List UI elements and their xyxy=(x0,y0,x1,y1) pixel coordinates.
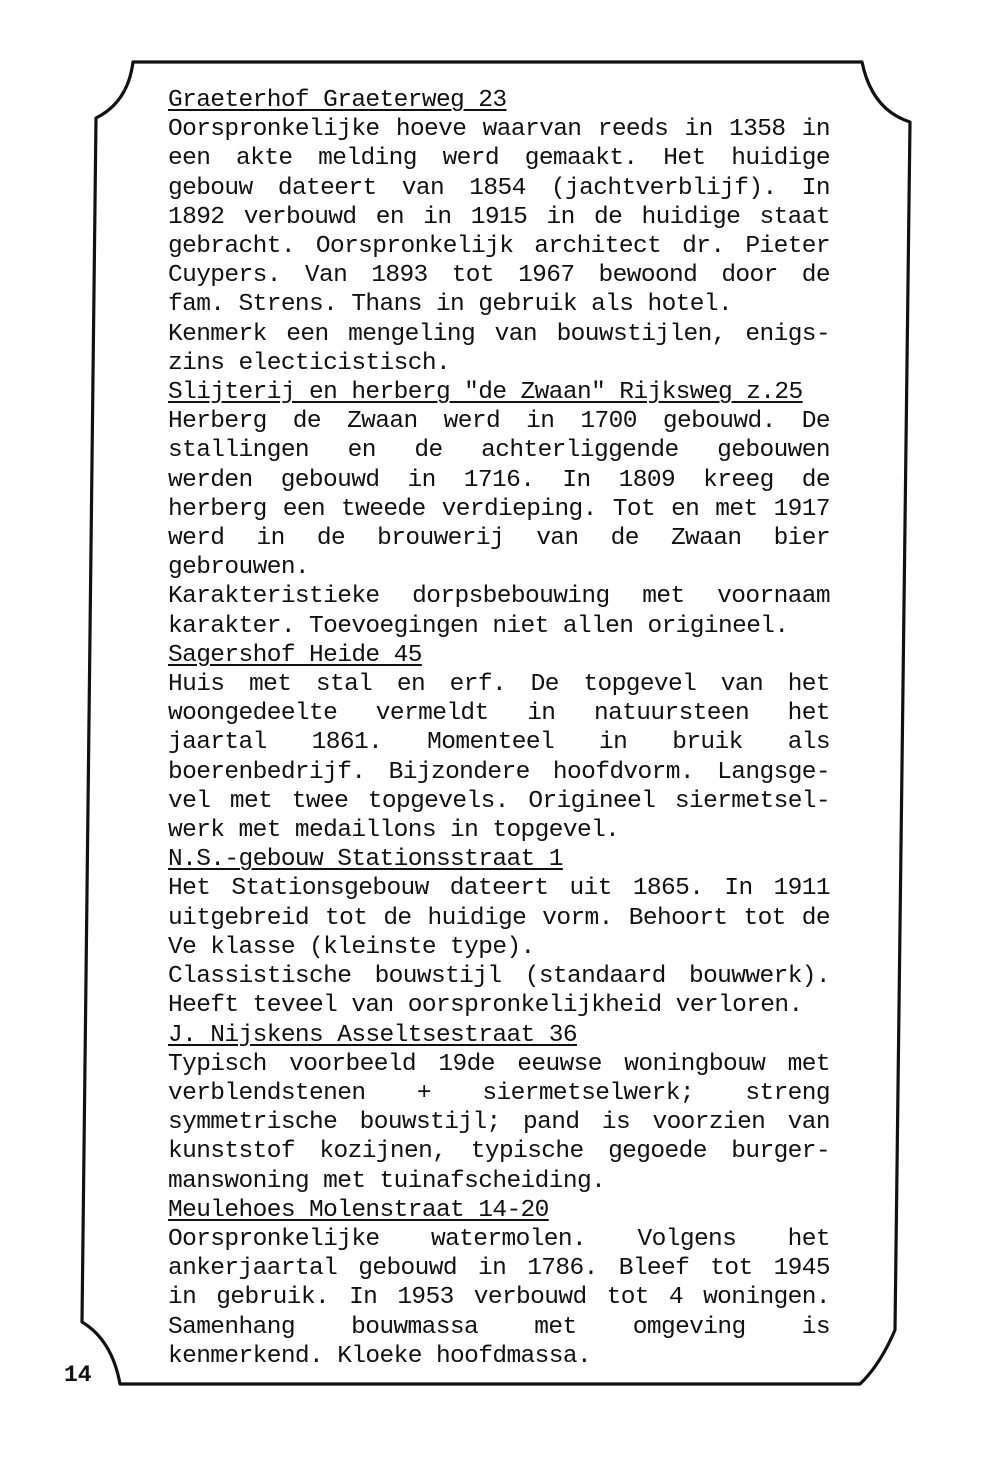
entry-paragraph: Classistische bouwstijl (standaard bouwwerk). Heeft teveel van oorspronkelijkheid verloren. xyxy=(168,963,830,1020)
entry-sagershof xyxy=(168,641,830,845)
entry-paragraph: Het Stationsgebouw dateert uit 1865. In 1911 uitgebreid tot de huidige vorm. Behoort tot de Ve klasse (kleinste type). xyxy=(168,875,830,961)
entry-paragraph: Oorspronkelijke watermolen. Volgens het ankerjaartal gebouwd in 1786. Bleef tot 1945 in gebruik. In 1953 verbouwd tot 4 woningen. Samenhang bouwmassa met omgeving is kenmerkend. Kloeke hoofdmassa. xyxy=(168,1225,830,1370)
entry-heading: Sagershof Heide 45 xyxy=(168,641,422,669)
entry-paragraph: Typisch voorbeeld 19de eeuwse woningbouw met verblendstenen + siermetselwerk; streng symmetrische bouwstijl; pand is voorzien van kunststof kozijnen, typische gegoede burger-manswoning met tuinafscheiding. xyxy=(168,1050,830,1195)
entry-paragraph: Karakteristieke dorpsbebouwing met voornaam karakter. Toevoegingen niet allen origineel. xyxy=(168,583,830,640)
entry-paragraph: Herberg de Zwaan werd in 1700 gebouwd. De stallingen en de achterliggende gebouwen werden gebouwd in 1716. In 1809 kreeg de herberg een tweede verdieping. Tot en met 1917 werd in de brouwerij van de Zwaan bier gebrouwen. xyxy=(168,408,830,582)
entry-heading: Meulehoes Molenstraat 14-20 xyxy=(168,1196,549,1224)
entry-graeterhof xyxy=(168,86,830,378)
entry-paragraph: Kenmerk een mengeling van bouwstijlen, enigs-zins electicistisch. xyxy=(168,320,830,377)
entry-ns-gebouw xyxy=(168,845,830,1020)
entry-heading: J. Nijskens Asseltsestraat 36 xyxy=(168,1021,577,1049)
text-column xyxy=(168,86,830,1371)
entry-paragraph: Oorspronkelijke hoeve waarvan reeds in 1358 in een akte melding werd gemaakt. Het huidige gebouw dateert van 1854 (jachtverblijf). In 1892 verbouwd en in 1915 in de huidige staat gebracht. Oorspronkelijk architect dr. Pieter Cuypers. Van 1893 tot 1967 bewoond door de fam. Strens. Thans in gebruik als hotel. xyxy=(168,116,830,319)
entry-meulehoes xyxy=(168,1196,830,1371)
entry-heading: Graeterhof Graeterweg 23 xyxy=(168,87,507,114)
entry-nijskens xyxy=(168,1021,830,1196)
entry-paragraph: Huis met stal en erf. De topgevel van het woongedeelte vermeldt in natuursteen het jaartal 1861. Momenteel in bruik als boerenbedrijf. Bijzondere hoofdvorm. Langsge-vel met twee topgevels. Origineel siermetsel-werk met medaillons in topgevel. xyxy=(168,671,830,845)
page-number: 14 xyxy=(64,1362,92,1388)
entry-heading: N.S.-gebouw Stationsstraat 1 xyxy=(168,846,563,874)
entry-heading: Slijterij en herberg "de Zwaan" Rijksweg z.25 xyxy=(168,379,803,407)
entry-de-zwaan xyxy=(168,378,830,641)
